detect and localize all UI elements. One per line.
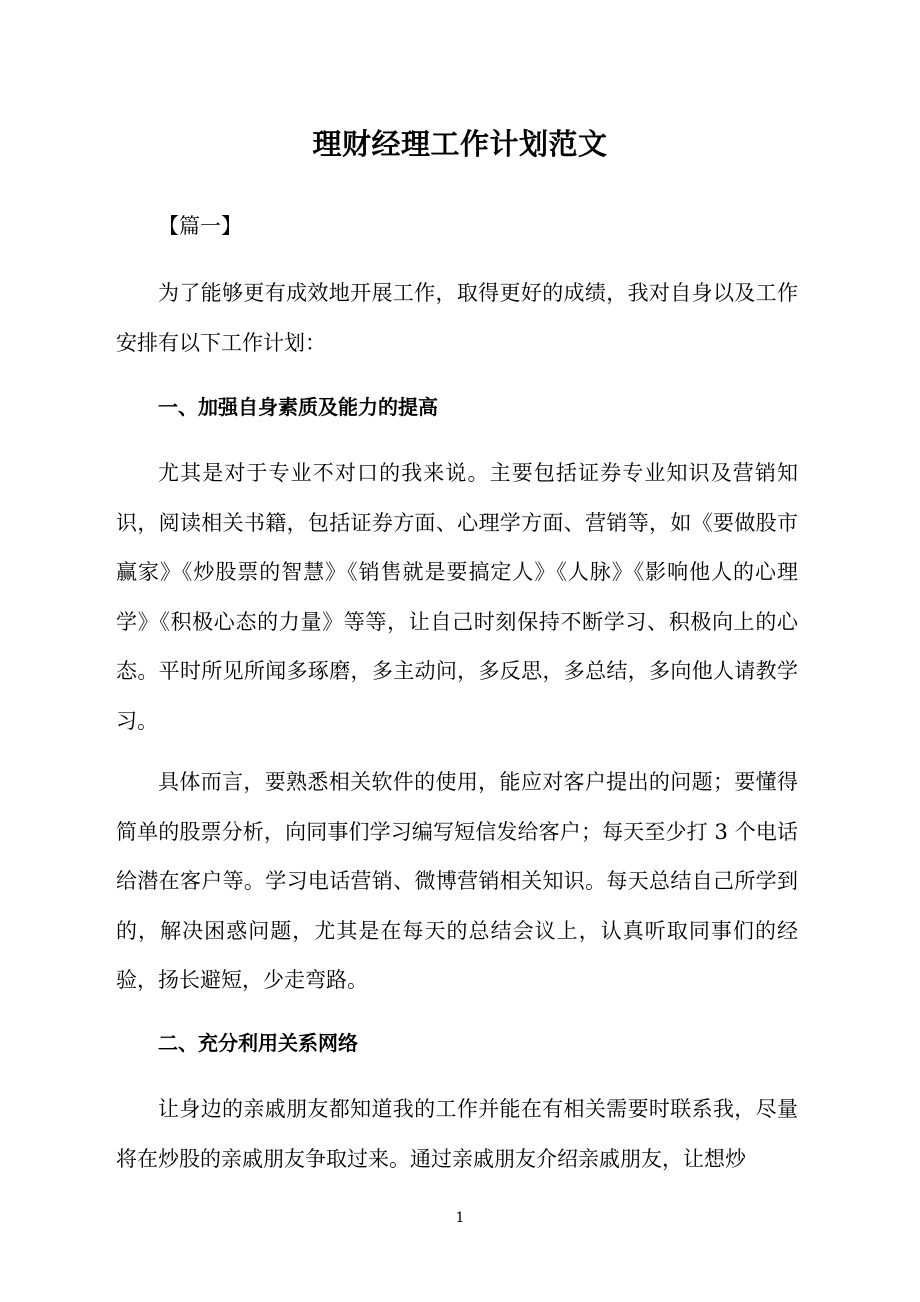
- paragraph-network: 让身边的亲戚朋友都知道我的工作并能在有相关需要时联系我，尽量将在炒股的亲戚朋友争取过来。通过亲戚朋友介绍亲戚朋友，让想炒: [116, 1097, 798, 1171]
- heading-relationship-network: 二、充分利用关系网络: [158, 1031, 358, 1055]
- page-number: 1: [455, 1210, 465, 1226]
- paragraph-study: 尤其是对于专业不对口的我来说。主要包括证券专业知识及营销知识，阅读相关书籍，包括证券方面、心理学方面、营销等，如《要做股市赢家》《炒股票的智慧》《销售就是要搞定人》《人脉》《影响他人的心理学》《积极心态的力量》等等，让自己时刻保持不断学习、积极向上的心态。平时所见所闻多琢磨，多主动问，多反思，多总结，多向他人请教学习。: [116, 461, 798, 733]
- paragraph-specific-practice: 具体而言，要熟悉相关软件的使用，能应对客户提出的问题；要懂得简单的股票分析，向同事们学习编写短信发给客户；每天至少打 3 个电话给潜在客户等。学习电话营销、微博营销相关知识。每天总结自己所学到的，解决困惑问题，尤其是在每天的总结会议上，认真听取同事们的经验，扬长避短，少走弯路。: [116, 770, 798, 992]
- section-marker: 【篇一】: [158, 214, 242, 238]
- heading-self-improvement: 一、加强自身素质及能力的提高: [158, 395, 438, 419]
- paragraph-intro: 为了能够更有成效地开展工作，取得更好的成绩，我对自身以及工作安排有以下工作计划：: [116, 281, 798, 355]
- document-title: 理财经理工作计划范文: [312, 127, 608, 161]
